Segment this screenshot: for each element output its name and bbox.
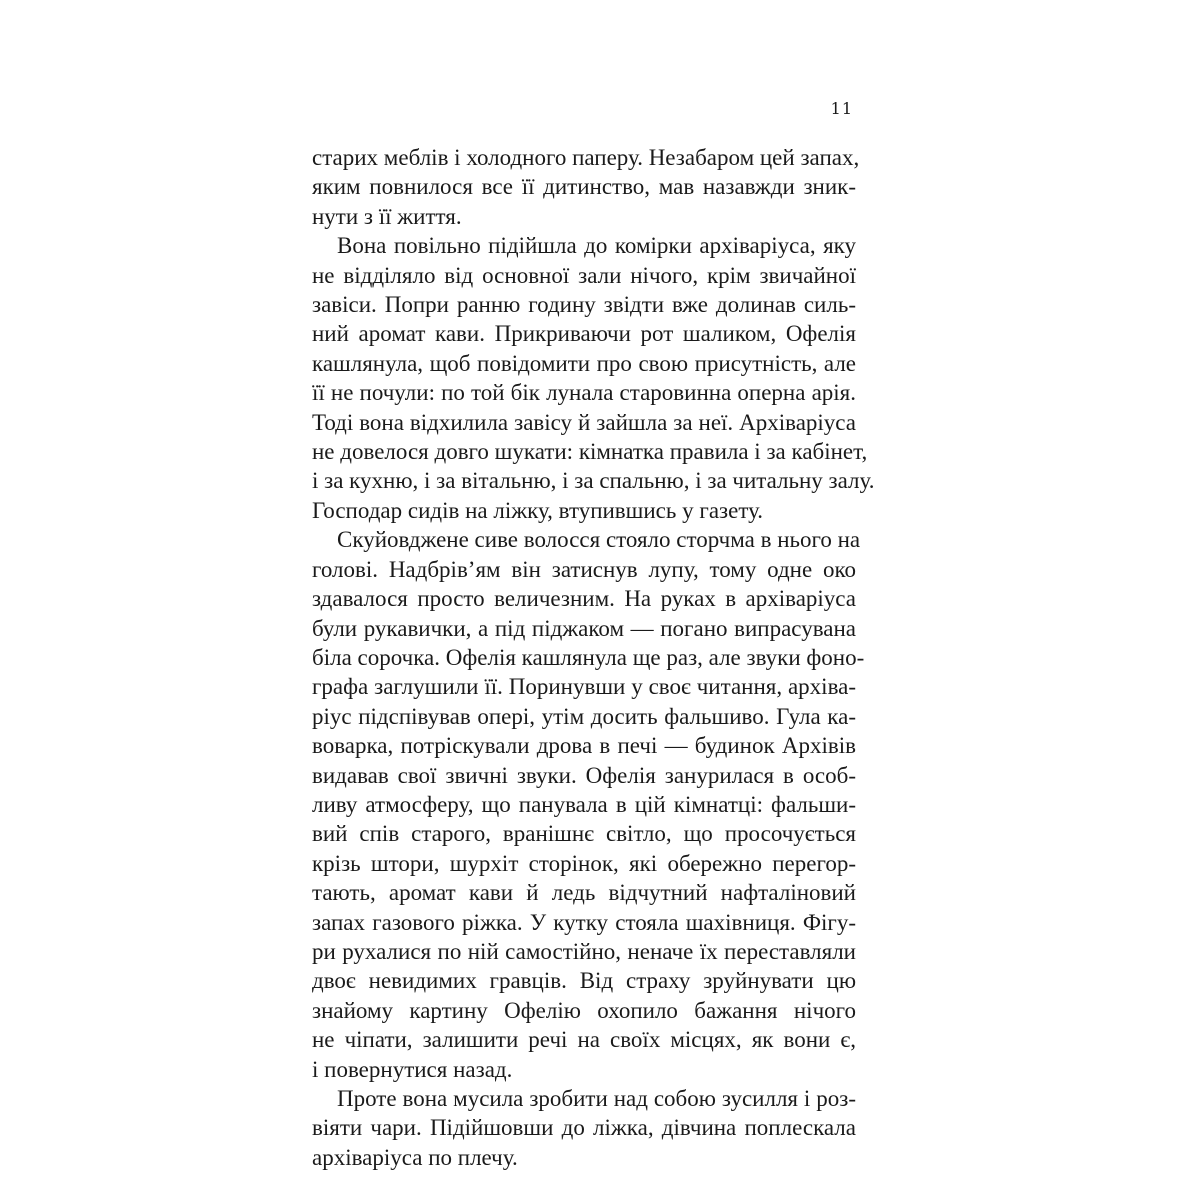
page-number: 11 [830, 99, 853, 118]
text-line: Вона повільно підійшла до комірки архіваріуса, яку [337, 233, 856, 259]
text-line: графа заглушили її. Поринувши у своє читання, архіва- [312, 674, 856, 700]
text-line: завіси. Попри ранню годину звідти вже долинав силь- [312, 292, 856, 318]
text-line: Скуйовджене сиве волосся стояло сторчма в нього на [337, 527, 861, 553]
text-line: не довелося довго шукати: кімнатка правила і за кабінет, [312, 439, 868, 465]
paragraph [312, 525, 865, 1084]
text-line: біла сорочка. Офелія кашлянула ще раз, але звуки фоно- [312, 644, 865, 670]
text-line: віяти чари. Підійшовши до ліжка, дівчина поплескала [312, 1115, 856, 1141]
text-line: були рукавички, а під піджаком — погано випрасувана [312, 615, 856, 641]
text-line: ливу атмосферу, що панувала в цій кімнатці: фальши- [312, 791, 856, 817]
paragraph [312, 143, 860, 231]
text-line: запах газового ріжка. У кутку стояла шахівниця. Фігу- [312, 909, 856, 935]
text-line: і повернутися назад. [312, 1056, 513, 1082]
body-text [312, 143, 875, 1172]
text-line: ри рухалися по ній самостійно, неначе їх переставляли [312, 938, 856, 964]
text-line: тають, аромат кави й ледь відчутний нафталіновий [312, 880, 856, 906]
text-line: нути з її життя. [312, 203, 462, 229]
text-line: Проте вона мусила зробити над собою зусилля і роз- [337, 1086, 856, 1111]
text-line: воварка, потріскували дрова в печі — будинок Архівів [312, 733, 856, 759]
paragraph [312, 231, 875, 525]
text-line: здавалося просто величезним. На руках в архіваріуса [312, 586, 856, 612]
text-line: не чіпати, залишити речі на своїх місцях, як вони є, [312, 1027, 856, 1053]
text-line: не відділяло від основної зали нічого, крім звичайної [312, 262, 856, 288]
text-line: яким повнилося все її дитинство, мав назавжди зник- [312, 174, 856, 200]
text-line: вий спів старого, вранішнє світло, що просочується [312, 821, 856, 847]
text-line: архіваріуса по плечу. [312, 1144, 518, 1170]
text-line: Тоді вона відхилила завісу й зайшла за неї. Архіваріуса [312, 409, 856, 435]
text-line: старих меблів і холодного паперу. Незабаром цей запах, [312, 145, 860, 170]
text-line: голові. Надбрів’ям він затиснув лупу, тому одне око [312, 556, 856, 582]
text-line: видавав свої звичні звуки. Офелія занурилася в особ- [312, 762, 856, 788]
text-line: Господар сидів на ліжку, втупившись у газету. [312, 497, 764, 523]
text-line: і за кухню, і за вітальню, і за спальню, і за читальну залу. [312, 468, 875, 494]
text-line: знайому картину Офелію охопило бажання нічого [312, 997, 856, 1023]
text-line: ріус підспівував опері, утім досить фальшиво. Гула ка- [312, 703, 856, 729]
paragraph [312, 1084, 856, 1172]
text-line: двоє невидимих гравців. Від страху зруйнувати цю [312, 968, 856, 994]
text-line: її не почули: по той бік лунала старовинна оперна арія. [312, 380, 856, 406]
text-line: ний аромат кави. Прикриваючи рот шаликом, Офелія [312, 321, 856, 347]
text-line: крізь штори, шурхіт сторінок, які обережно перегор- [312, 850, 856, 876]
text-line: кашлянула, щоб повідомити про свою присутність, але [312, 350, 856, 376]
